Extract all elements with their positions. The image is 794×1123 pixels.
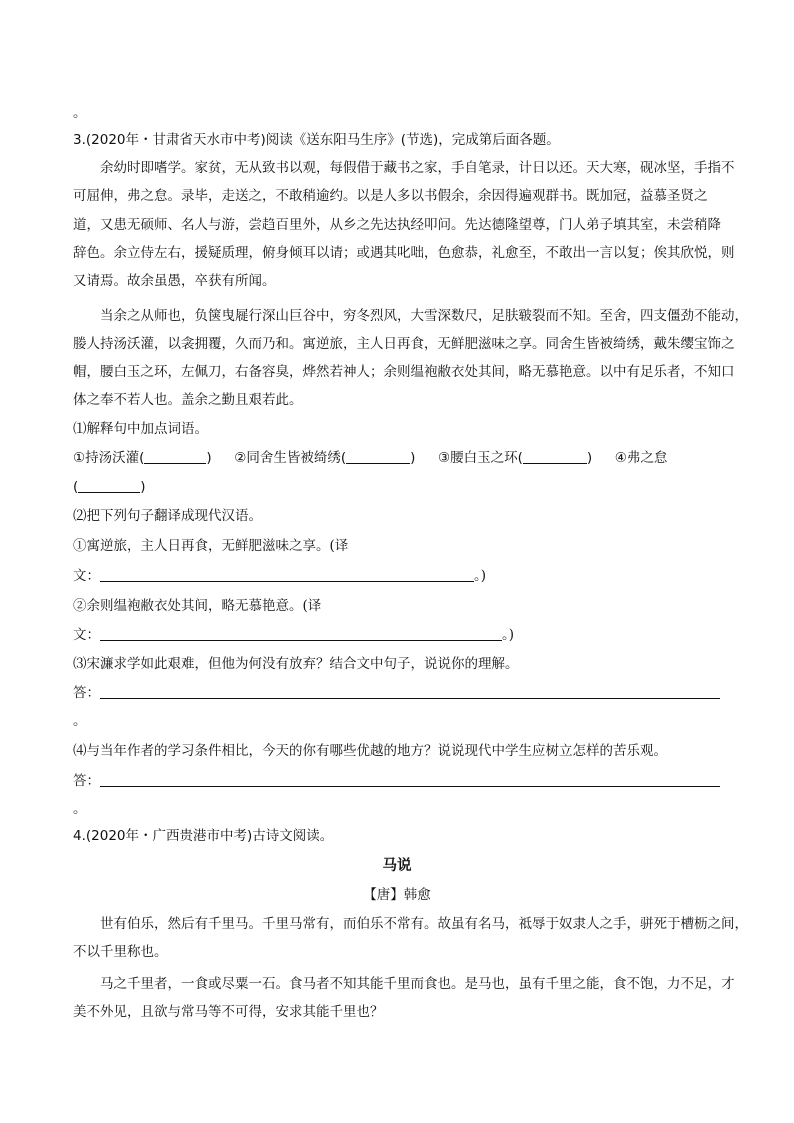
- paren-open: (: [139, 450, 145, 466]
- q3-sub4-end: 。: [73, 801, 87, 817]
- q3-p1-line1: 余幼时即嗜学。家贫，无从致书以观，每假借于藏书之家，手自笔录，计日以还。天大寒，砚冰坚，手指不: [100, 160, 735, 176]
- answer-label: 答：: [73, 773, 100, 789]
- q4-p1-line1: 世有伯乐，然后有千里马。千里马常有，而伯乐不常有。故虽有名马，祗辱于奴隶人之手，骈死于槽枥之间，: [100, 916, 748, 932]
- q3-p2-line1: 当余之从师也，负箧曳屣行深山巨谷中，穷冬烈风，大雪深数尺，足肤皲裂而不知。至舍，四支僵劲不能动，: [100, 308, 748, 324]
- poem-title: 马说: [382, 858, 412, 874]
- q3-sub3-end: 。: [73, 713, 87, 729]
- q3-sub3-answer-blank[interactable]: [100, 684, 720, 699]
- paren-open: (: [340, 450, 347, 466]
- q3-sub4-question: ⑷与当年作者的学习条件相比，今天的你有哪些优越的地方？说说现代中学生应树立怎样的苦乐观。: [73, 743, 667, 759]
- paren-close: ): [586, 450, 593, 466]
- q3-p1-line5: 又请焉。故余虽愚，卒获有所闻。: [73, 273, 276, 289]
- q3-sub1-b-blank[interactable]: [346, 449, 410, 464]
- q3-sub1-question: ⑴解释句中加点词语。: [73, 421, 208, 437]
- q3-sub2-answer2-blank[interactable]: [100, 626, 502, 641]
- q3-sub3-question: ⑶宋濂求学如此艰难，但他为何没有放弃？结合文中句子，说说你的理解。: [73, 656, 519, 672]
- q4-header: 4.(2020年・广西贵港市中考)古诗文阅读。: [73, 828, 334, 844]
- q3-sub2-sentence1: ①寓逆旅，主人日再食，无鲜肥滋味之享。(译: [73, 538, 349, 554]
- paren-open: (: [73, 479, 79, 495]
- close-mark: 。): [502, 627, 515, 643]
- q4-p2-line2: 美不外见，且欲与常马等不可得，安求其能千里也？: [73, 1004, 384, 1020]
- translation-label: 文：: [73, 627, 100, 643]
- q3-p1-line4: 辞色。余立侍左右，援疑质理，俯身倾耳以请；或遇其叱咄，色愈恭，礼愈至，不敢出一言以复；俟其欣悦，则: [73, 245, 735, 261]
- translation-label: 文：: [73, 568, 100, 584]
- q3-header: 3.(2020年・甘肃省天水市中考)阅读《送东阳马生序》(节选)，完成第后面各题。: [73, 132, 560, 148]
- q4-p2-line1: 马之千里者，一食或尽粟一石。食马者不知其能千里而食也。是马也，虽有千里之能，食不饱，力不足，才: [100, 976, 735, 992]
- q3-sub2-sentence2: ②余则缊袍敝衣处其间，略无慕艳意。(译: [73, 598, 322, 614]
- q3-sub1-d-blank[interactable]: [78, 478, 140, 493]
- q3-sub3-answer: [73, 683, 721, 703]
- q3-p2-line3: 帽，腰白玉之环，左佩刀，右备容臭，烨然若神人；余则缊袍敝衣处其间，略无慕艳意。以中有足乐者，不知口: [73, 364, 735, 380]
- q4-p1-line2: 不以千里称也。: [73, 944, 168, 960]
- q3-sub4-answer-blank[interactable]: [100, 772, 720, 787]
- q3-p1-line2: 可屈伸，弗之怠。录毕，走送之，不敢稍逾约。以是人多以书假余，余因得遍观群书。既加冠，益慕圣贤之: [73, 188, 708, 204]
- q3-sub1-c-text: ③腰白玉之环: [438, 450, 518, 466]
- poem-author: 【唐】韩愈: [363, 887, 431, 903]
- q3-p2-line2: 媵人持汤沃灌，以衾拥覆，久而乃和。寓逆旅，主人日再食，无鲜肥滋味之享。同舍生皆被绮绣，戴朱缨宝饰之: [73, 336, 735, 352]
- q3-p2-line4: 体之奉不若人也。盖余之勤且艰若此。: [73, 392, 303, 408]
- q3-sub1-a-text: ①持汤沃灌: [73, 450, 140, 466]
- paren-close: ): [206, 450, 212, 466]
- q3-sub1-d-answer: [73, 477, 721, 497]
- close-mark: 。): [474, 568, 487, 584]
- q3-sub2-question: ⑵把下列句子翻译成现代汉语。: [73, 508, 262, 524]
- q3-sub1-d-text: ④弗之怠: [614, 450, 668, 466]
- leading-period: 。: [73, 105, 87, 121]
- q3-sub2-answer2: [73, 625, 721, 645]
- q3-sub1-items: [73, 448, 721, 468]
- paren-close: ): [410, 450, 416, 466]
- q3-sub1-c-blank[interactable]: [523, 449, 587, 464]
- answer-label: 答：: [73, 685, 100, 701]
- q3-sub4-answer: [73, 771, 721, 791]
- paren-close: ): [140, 479, 146, 495]
- q3-p1-line3: 道，又患无硕师、名人与游，尝趋百里外，从乡之先达执经叩问。先达德隆望尊，门人弟子填其室，未尝稍降: [73, 217, 721, 233]
- q3-sub1-a-blank[interactable]: [144, 449, 206, 464]
- paren-open: (: [517, 450, 523, 466]
- q3-sub2-answer1: [73, 566, 721, 586]
- q3-sub1-b-text: ②同舍生皆被绮绣: [234, 450, 341, 466]
- q3-sub2-answer1-blank[interactable]: [100, 567, 474, 582]
